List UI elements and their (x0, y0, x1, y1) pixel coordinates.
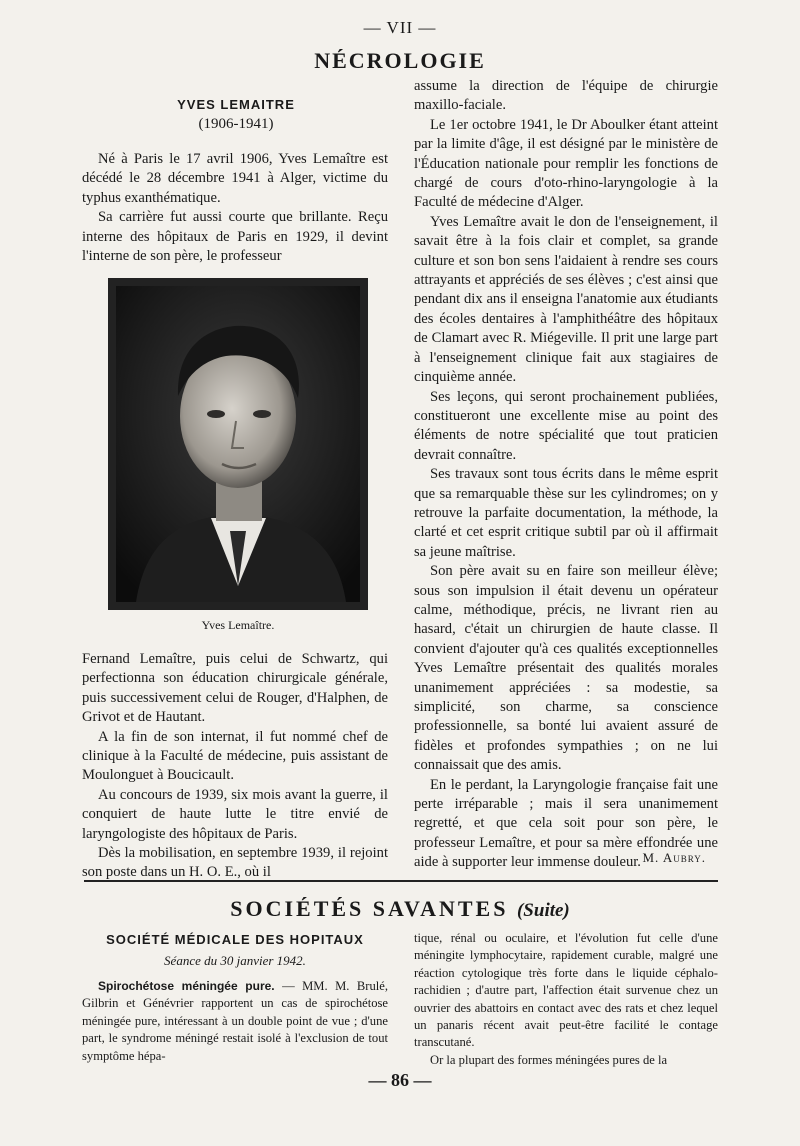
portrait-photo (108, 278, 368, 610)
paragraph (82, 978, 388, 1065)
societes-title (0, 896, 800, 922)
paragraph: Fernand Lemaître, puis celui de Schwartz, qui perfectionna son éducation chirurgicale générale, puis successivement celui de Rouger, d'Halphen, de Grivot et de Hautant. (82, 651, 388, 726)
section-divider (84, 880, 718, 882)
portrait-image (116, 286, 360, 602)
paragraph: Ses leçons, qui seront prochainement publiées, constitueront une excellente mise au point des éléments de notre spécialité que tout praticien devrait connaître. (414, 388, 718, 463)
paragraph: Or la plupart des formes méningées pures de la (430, 1052, 668, 1067)
societes-right-column (414, 930, 718, 1069)
paragraph: En le perdant, la Laryngologie française fait une perte irréparable ; mais il sera unanimement regretté, et que cela soit pour son père, le professeur Lemaître, et pour sa mère effondrée une aide à supporter leur immense douleur. (414, 776, 718, 871)
roman-page-number: — VII — (363, 18, 437, 37)
article-left-bottom (82, 650, 388, 883)
paragraph: Son père avait su en faire son meilleur élève; sous son impulsion il était devenu un opérateur calme, méthodique, précis, ne livrant rien au hasard, c'était un chirurgien de haute classe. Il convient d'ajouter qu'à ces qualités exceptionnelles Yves Lemaître présentait des qualités morales unanimement appréciées : sa modestie, sa simplicité, son charme, sa conscience professionnelle, sa bonté lui avaient assuré de fidèles et profondes sympathies ; on ne lui connaissait que des amis. (414, 563, 718, 774)
paragraph: assume la direction de l'équipe de chirurgie maxillo-faciale. (414, 78, 718, 114)
article-title: YVES LEMAITRE (177, 97, 295, 112)
paragraph: Dès la mobilisation, en septembre 1939, il rejoint son poste dans un H. O. E., où il (82, 845, 388, 881)
paragraph: Sa carrière fut aussi courte que brillante. Reçu interne des hôpitaux de Paris en 1929, il devint l'interne de son père, le professeur (82, 209, 388, 265)
paragraph: Le 1er octobre 1941, le Dr Aboulker étant atteint par la limite d'âge, il est désigné par le ministère de l'Éducation nationale pour remplir les fonctions de chargé de cours d'oto-rhino-laryngologie à la Faculté de médecine d'Alger. (414, 116, 718, 211)
article-left-top (82, 150, 388, 266)
paragraph: A la fin de son internat, il fut nommé chef de clinique à la Faculté de médecine, puis assistant de Moulonguet à Boucicault. (82, 728, 388, 784)
session-date: Séance du 30 janvier 1942. (164, 953, 306, 968)
paragraph: tique, rénal ou oculaire, et l'évolution fut celle d'une méningite lymphocytaire, rapidement curable, malgré une réaction cytologique très forte dans le liquide céphalo-rachidien ; d'autre part, l'affection était survenue chez un ouvrier des abattoirs en contact avec des rats et chez lequel un panaris récent avait peut-être facilité le contage transcutané. (414, 931, 718, 1050)
societes-left-column (82, 978, 388, 1065)
societes-title-text: SOCIÉTÉS SAVANTES (230, 896, 509, 921)
page-number: — 86 — (368, 1070, 432, 1090)
societes-subtitle: SOCIÉTÉ MÉDICALE DES HOPITAUX (106, 932, 364, 947)
photo-caption: Yves Lemaître. (201, 618, 275, 632)
article-signature: M. Aubry. (642, 850, 706, 865)
section-title: NÉCROLOGIE (314, 48, 486, 73)
paragraph: Ses travaux sont tous écrits dans le même esprit que sa remarquable thèse sur les cylindromes; on y retrouve la parfaite documentation, la méthode, la clarté et cet esprit critique subtil par où il affirmait sa jeune maîtrise. (414, 466, 718, 560)
societes-title-suite: (Suite) (516, 900, 570, 921)
paragraph: Né à Paris le 17 avril 1906, Yves Lemaître est décédé le 28 décembre 1941 à Alger, victime du typhus exanthématique. (82, 151, 388, 206)
report-text: — MM. M. Brulé, Gilbrin et Génévrier rapportent un cas de spirochétose méningée pure, intéressant à un double point de vue ; d'une part, le syndrome méningé restait isolé à l'exclusion de tout symptôme hépa- (82, 979, 388, 1063)
article-right-column (414, 77, 718, 873)
article-dates: (1906-1941) (198, 116, 274, 132)
report-title: Spirochétose méningée pure. (98, 979, 275, 993)
paragraph: Yves Lemaître avait le don de l'enseignement, il savait être à la fois clair et complet, sa grande culture et son bon sens l'aidaient à rendre ses cours attrayants et appréciés de ses élèves ; c'est ainsi que pendant dix ans il enseigna l'anatomie aux étudiants des écoles dentaires à l'amphithéâtre des hôpitaux de Clamart avec R. Miégeville. Il prit une large part à l'enseignement clinique fait aux stagiaires de cinquième année. (414, 213, 718, 386)
paragraph: Au concours de 1939, six mois avant la guerre, il conquiert de haute lutte le titre envié de laryngologiste des hôpitaux de Paris. (82, 786, 388, 842)
